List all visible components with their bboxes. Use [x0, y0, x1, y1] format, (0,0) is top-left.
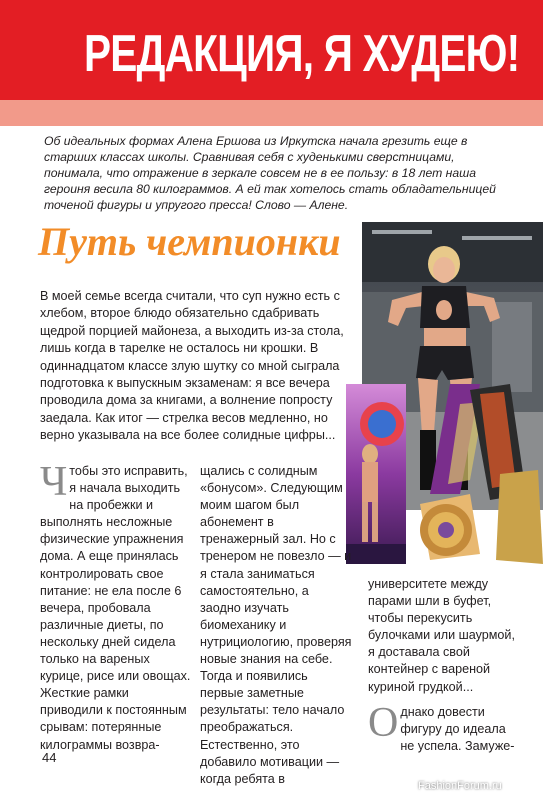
column-3-continuation — [368, 700, 520, 755]
stage-award-photo — [346, 384, 406, 564]
drop-cap: О — [368, 700, 399, 746]
section-title: Путь чемпионки — [38, 219, 341, 264]
column-3-text: университете между парами шли в буфет, чтобы перекусить булочками или шаурмой, я доставала свой контейнер с вареной куриной грудкой... — [368, 577, 515, 694]
watermark: FashionForum.ru — [418, 780, 502, 792]
column-3b-text: днако довести фигуру до идеала не успела. Замуже- — [400, 705, 515, 754]
page-number: 44 — [42, 750, 57, 765]
column-2 — [200, 463, 352, 788]
medals-illustration — [400, 384, 543, 564]
intro-paragraph: В моей семье всегда считали, что суп нужно есть с хлебом, второе блюдо обязательно сдабривать щедрой порцией майонеза, а выходить из-за стола, лишь когда в тарелке не осталось ни крошки. В одиннадцатом классе злую шутку со мной сыграла подготовка к выпускным экзаменам: я все вечера проводила дома за книгами, а волнение попросту заедала. Как итог — стрелка весов медленно, но верно указывала на все более солидные цифры... — [40, 289, 344, 443]
header-strip — [0, 100, 543, 126]
lead-paragraph: Об идеальных формах Алена Ершова из Иркутска начала грезить еще в старших классах школы. Сравнивая себя с худенькими сверстницами, понимала, что отражение в зеркале совсем не в ее пользу: в 18 лет наша героиня весила 80 килограммов. А ей так хотелось стать обладательницей точеной фигуры и упругого пресса! Слово — Алене. — [44, 134, 496, 212]
column-1-text: тобы это исправить, я начала выходить на пробежки и выполнять несложные физические упражнения дома. А еще принялась контролировать свое питание: не ела после 6 вечера, пробовала различные диеты, по нескольку дней сидела только на вареных курице, рисе или овощах. Жесткие рамки приводили к постоянным срывам: потерянные килограммы возвра- — [40, 464, 191, 752]
stage-illustration — [346, 384, 406, 564]
medals-photo — [400, 384, 543, 564]
column-3 — [368, 576, 520, 696]
page-title: РЕДАКЦИЯ, Я ХУДЕЮ! — [84, 25, 520, 83]
column-1 — [40, 459, 192, 754]
column-2-text: щались с солидным «бонусом». Следующим моим шагом был абонемент в тренажерный зал. Но с тренером не повезло — и я стала заниматься самостоятельно, а заодно изучать биомеханику и нутрициологию, проверяя новые знания на себе. Тогда и появились первые заметные результаты: тело начало преображаться. Естественно, это добавило мотивации — когда ребята в — [200, 464, 352, 786]
drop-cap: Ч — [40, 459, 68, 505]
